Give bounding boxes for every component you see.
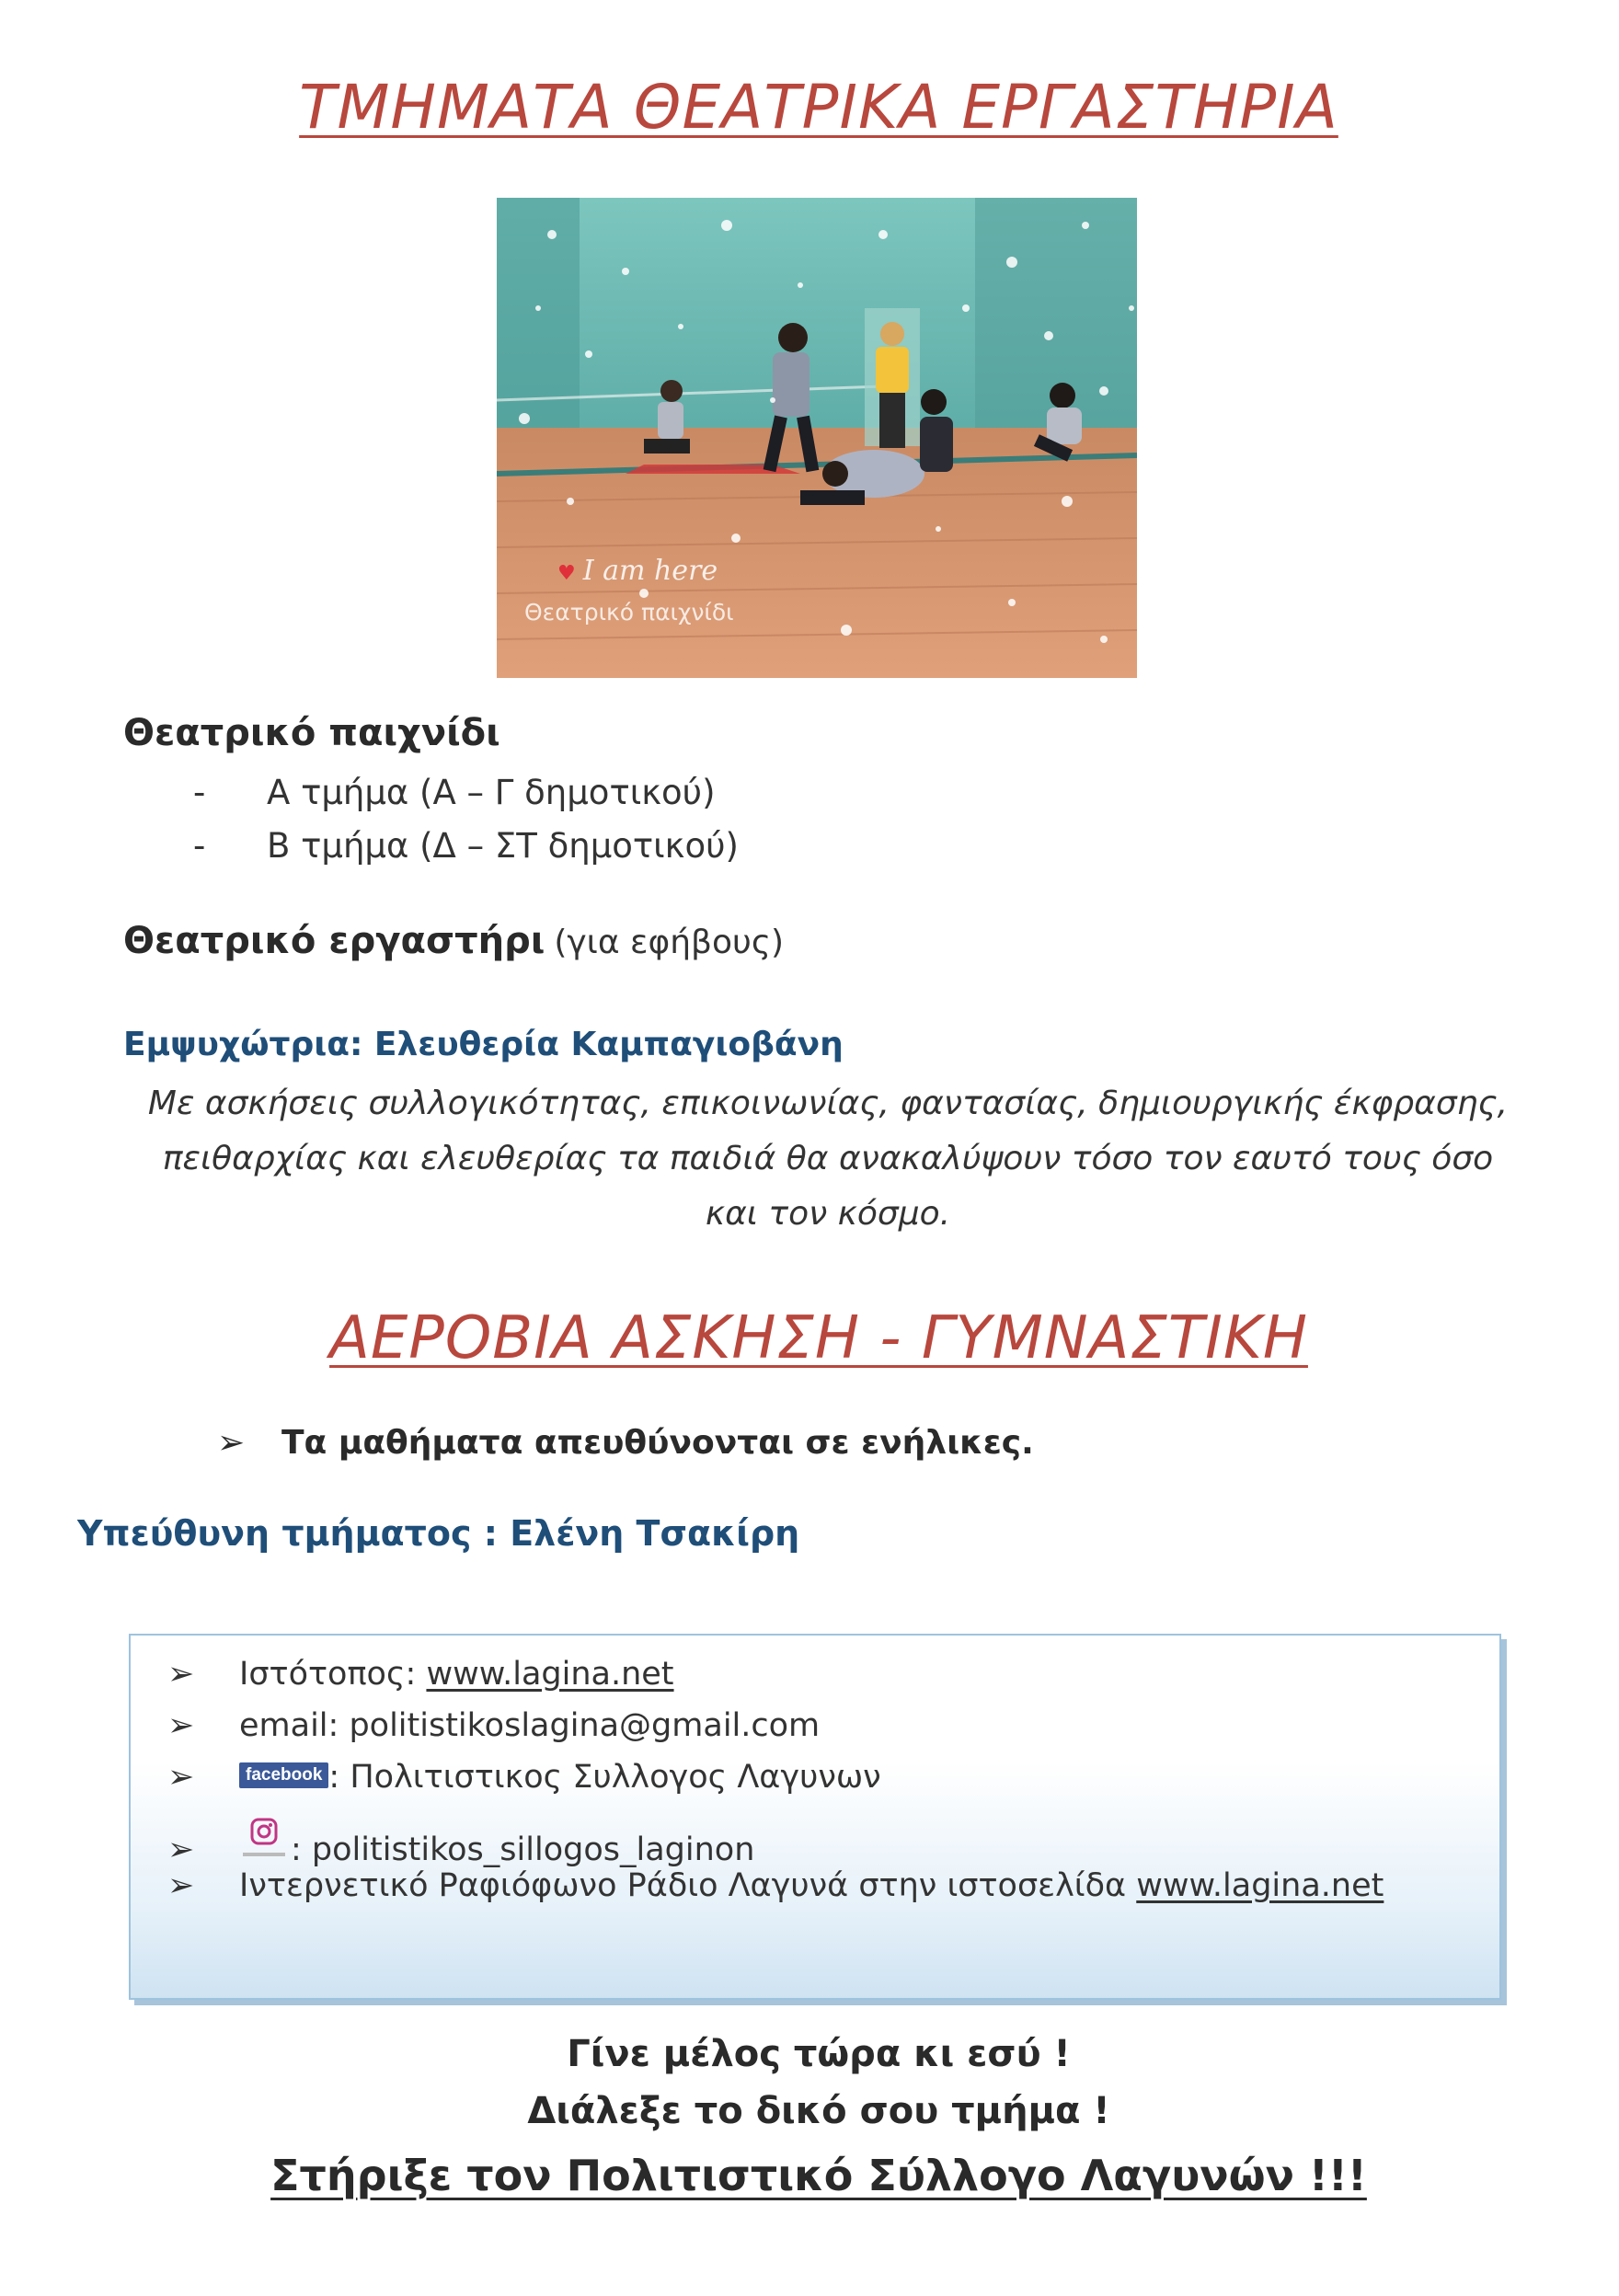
radio-text: Ιντερνετικό Ραφιόφωνο Ράδιο Λαγυνά στην ιστοσελίδα — [239, 1867, 1127, 1904]
arrow-bullet-icon: ➢ — [167, 1656, 195, 1693]
cta-support: Στήριξε τον Πολιτιστικό Σύλλογο Λαγυνών !!! — [270, 2151, 1367, 2200]
contact-email — [167, 1707, 820, 1744]
email-text[interactable]: email: politistikoslagina@gmail.com — [239, 1707, 821, 1744]
group-b-text: Β τμήμα (Δ – ΣΤ δημοτικού) — [267, 826, 739, 866]
dash-bullet: - — [193, 773, 206, 812]
facebook-icon[interactable]: facebook — [239, 1762, 328, 1788]
arrow-bullet-icon: ➢ — [167, 1867, 195, 1904]
website-link[interactable]: www.lagina.net — [426, 1656, 674, 1693]
theatre-photo — [497, 198, 1137, 678]
section-title-theatre: ΤΜΗΜΑΤΑ ΘΕΑΤΡΙΚΑ ΕΡΓΑΣΤΗΡΙΑ — [299, 72, 1338, 143]
heart-icon: ♥ — [557, 562, 576, 585]
arrow-bullet-icon: ➢ — [217, 1424, 246, 1462]
theatre-workshop-heading — [123, 920, 784, 962]
animator-line: Εμψυχώτρια: Ελευθερία Καμπαγιοβάνη — [123, 1026, 844, 1063]
theatre-game-heading: Θεατρικό παιχνίδι — [123, 712, 500, 754]
group-b-item — [193, 826, 739, 866]
dash-bullet: - — [193, 826, 206, 866]
radio-link[interactable]: www.lagina.net — [1136, 1867, 1384, 1904]
facebook-text: : Πολιτιστικος Συλλογος Λαγυνων — [328, 1759, 881, 1796]
photo-caption-script — [557, 555, 718, 587]
contact-website — [167, 1656, 674, 1693]
photo-caption-sub: Θεατρικό παιχνίδι — [524, 599, 734, 626]
instagram-icon[interactable] — [239, 1818, 291, 1866]
responsible-line: Υπεύθυνη τμήματος : Ελένη Τσακίρη — [77, 1513, 800, 1554]
contact-box — [129, 1634, 1501, 2000]
website-label: Ιστότοπος: — [239, 1656, 417, 1693]
contact-instagram — [167, 1818, 754, 1868]
aerobics-bullet-text: Τα μαθήματα απευθύνονται σε ενήλικες. — [281, 1424, 1034, 1462]
cta-join: Γίνε μέλος τώρα κι εσύ ! — [567, 2033, 1071, 2075]
theatre-workshop-note: (για εφήβους) — [554, 924, 785, 961]
theatre-workshop-title: Θεατρικό εργαστήρι — [123, 920, 545, 962]
section-title-aerobics: ΑΕΡΟΒΙΑ ΑΣΚΗΣΗ - ΓΥΜΝΑΣΤΙΚΗ — [329, 1304, 1308, 1372]
cta-choose: Διάλεξε το δικό σου τμήμα ! — [527, 2090, 1110, 2132]
contact-facebook — [167, 1759, 881, 1796]
group-a-item — [193, 773, 716, 812]
arrow-bullet-icon: ➢ — [167, 1707, 195, 1744]
arrow-bullet-icon: ➢ — [167, 1831, 195, 1868]
contact-radio — [167, 1867, 1384, 1904]
photo-caption-script-text: I am here — [582, 555, 718, 587]
instagram-text: : politistikos_sillogos_laginon — [291, 1831, 755, 1868]
group-a-text: Α τμήμα (Α – Γ δημοτικού) — [267, 773, 716, 812]
arrow-bullet-icon: ➢ — [167, 1759, 195, 1796]
theatre-description: Με ασκήσεις συλλογικότητας, επικοινωνίας, φαντασίας, δημιουργικής έκφρασης, πειθαρχίας και ελευθερίας τα παιδιά θα ανακαλύψουν τόσο τον εαυτό τους όσο και τον κόσμο. — [147, 1085, 1509, 1233]
aerobics-bullet — [217, 1424, 1034, 1462]
